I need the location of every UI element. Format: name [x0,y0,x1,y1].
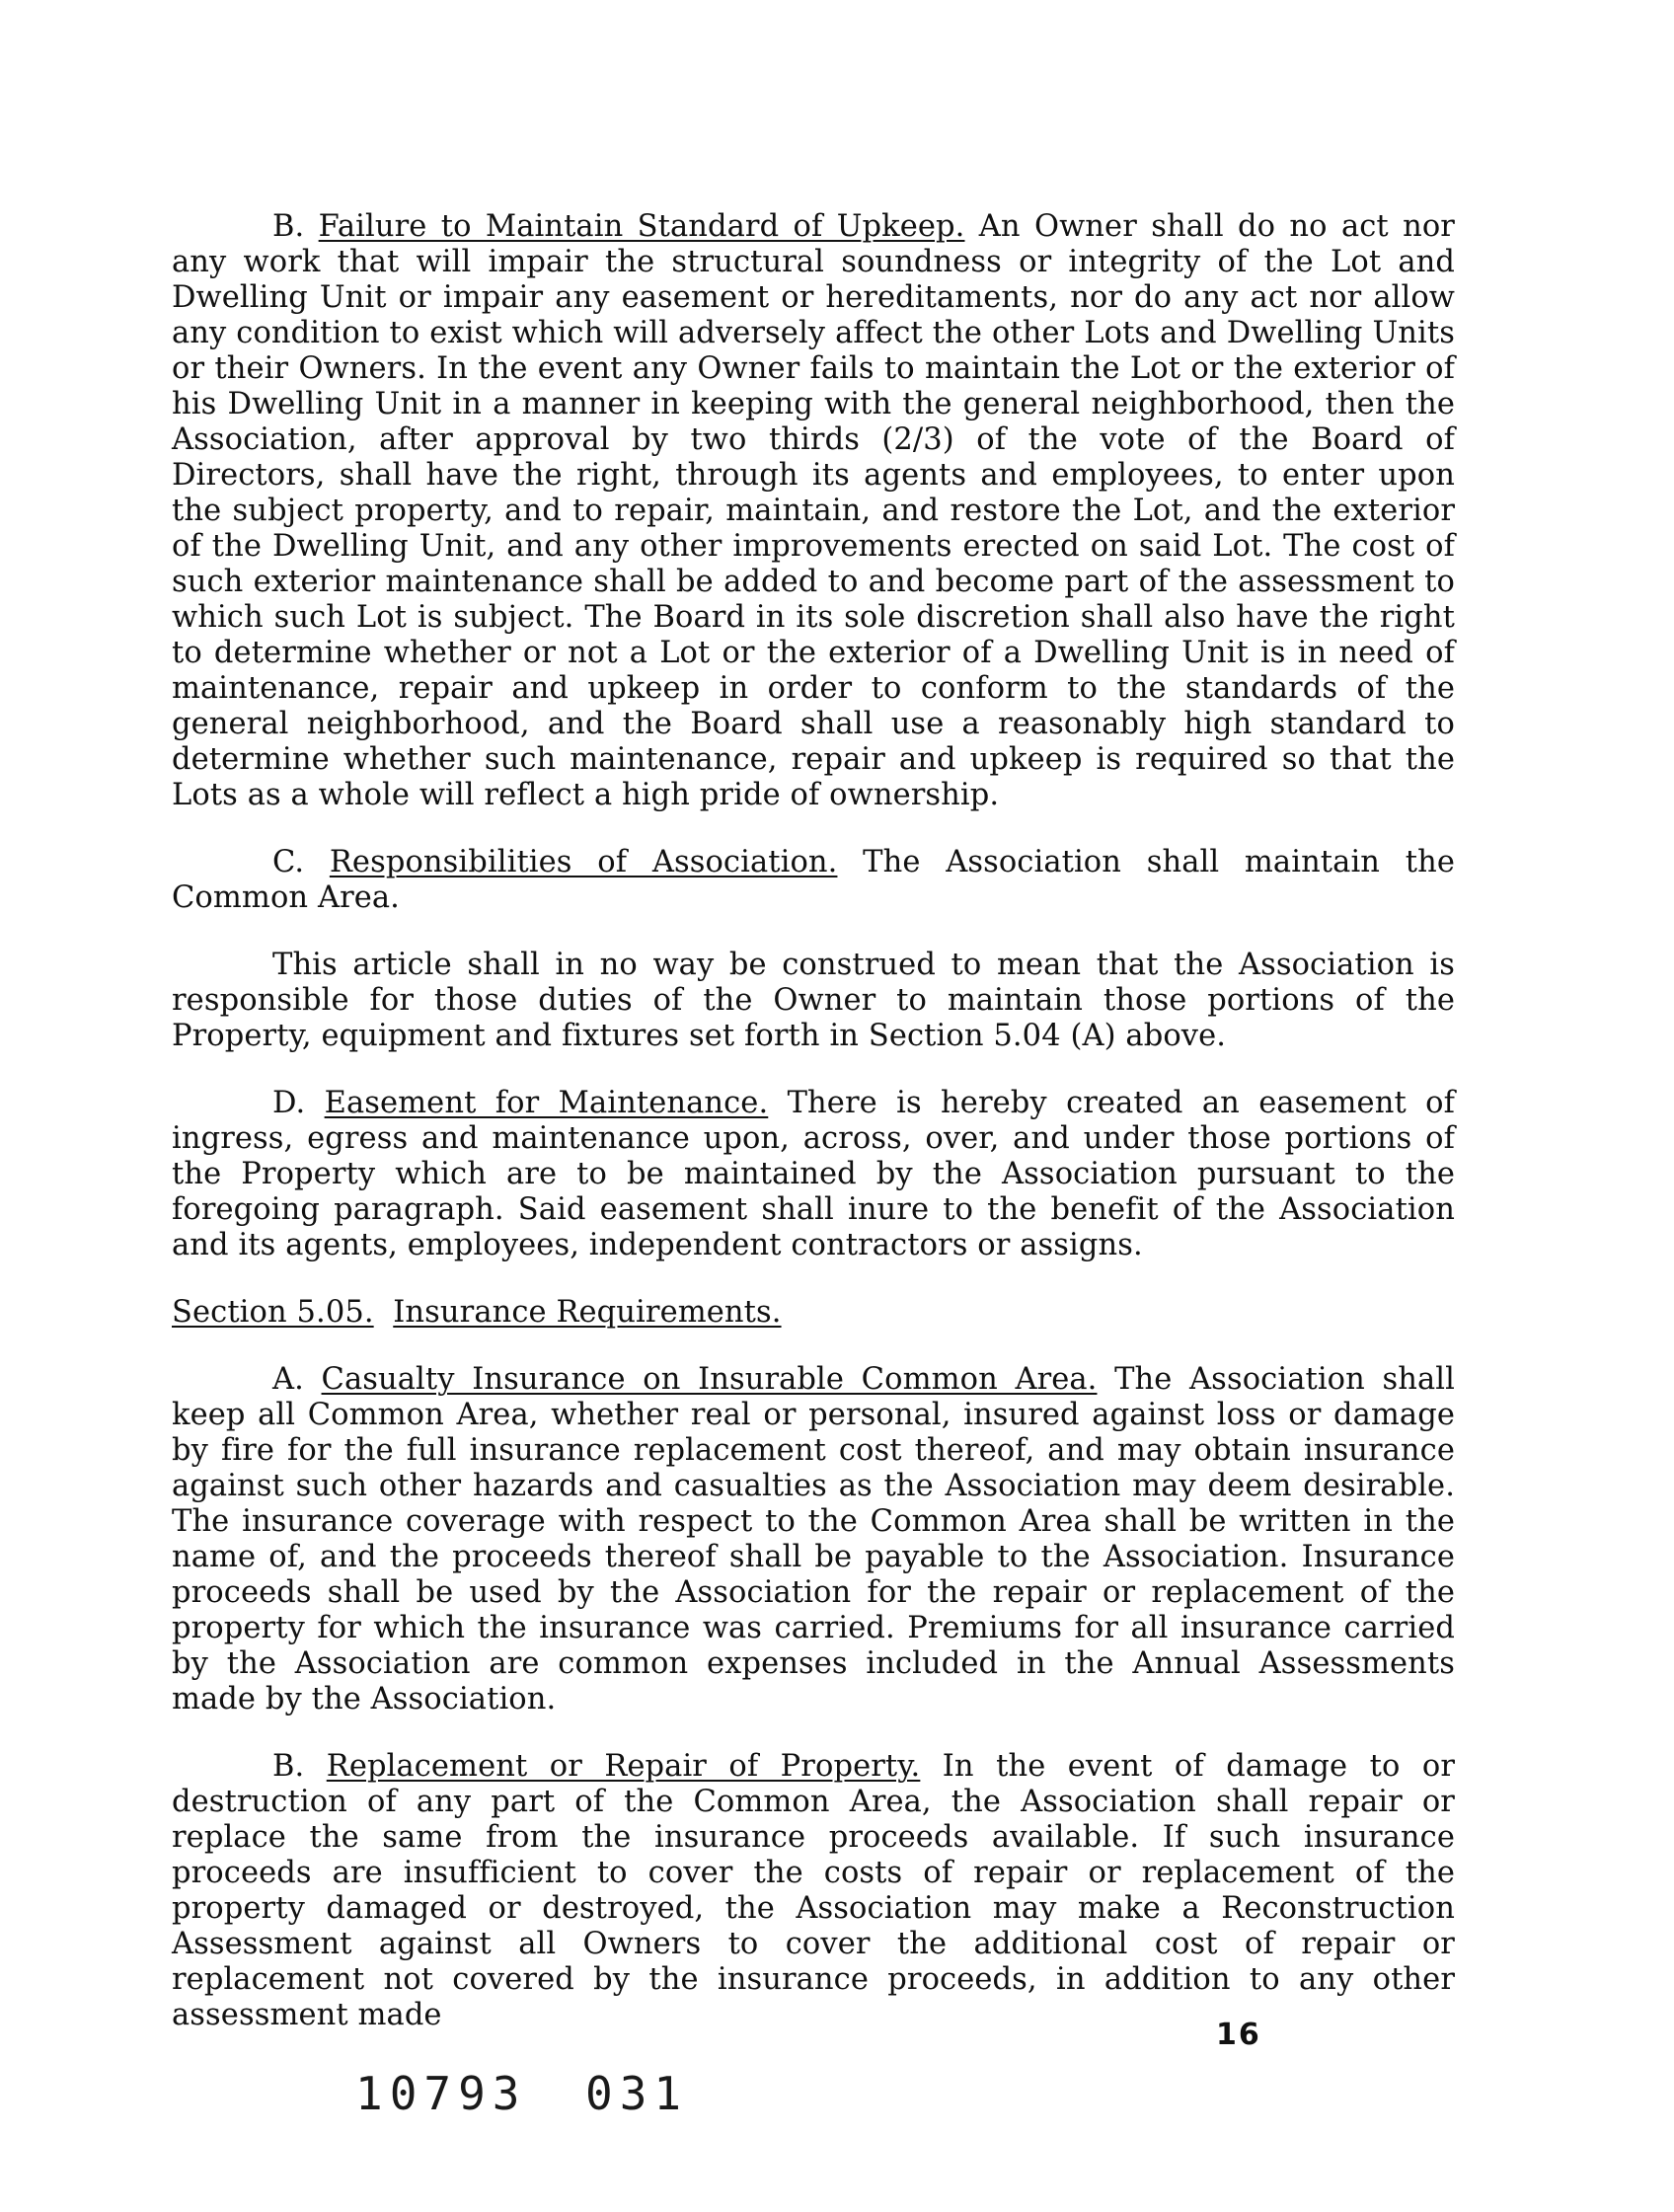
page-number: 16 [1216,2018,1261,2052]
heading-casualty-insurance: Casualty Insurance on Insurable Common Area. [321,1362,1098,1397]
recording-book-stamp: 10793 [355,2067,527,2120]
body-easement-for-maintenance: There is hereby created an easement of ingress, egress and maintenance upon, across, over, and under those portions of the Property which are to be maintained by the Association pursuant to the foregoing paragraph. Said easement shall inure to the benefit of the Association and its agents, employees, independent contractors or assigns. [172,1086,1455,1262]
paragraph-b-failure-to-maintain [172,209,1455,813]
heading-responsibilities-of-association: Responsibilities of Association. [329,845,838,879]
body-replacement-or-repair: In the event of damage to or destruction of any part of the Common Area, the Association shall repair or replace the same from the insurance proceeds available. If such insurance proceeds are insufficient to cover the costs of repair or replacement of the property damaged or destroyed, the Association may make a Reconstruction Assessment against all Owners to cover the additional cost of repair or replacement not covered by the insurance proceeds, in addition to any other assessment made [172,1749,1456,2032]
body-failure-to-maintain: An Owner shall do no act nor any work that will impair the structural soundness or integrity of the Lot and Dwelling Unit or impair any easement or hereditaments, nor do any act nor allow any condition to exist which will adversely affect the other Lots and Dwelling Units or their Owners. In the event any Owner fails to maintain the Lot or the exterior of his Dwelling Unit in a manner in keeping with the general neighborhood, then the Association, after approval by two thirds (2/3) of the vote of the Board of Directors, shall have the right, through its agents and employees, to enter upon the subject property, and to repair, maintain, and restore the Lot, and the exterior of the Dwelling Unit, and any other improvements erected on said Lot. The cost of such exterior maintenance shall be added to and become part of the assessment to which such Lot is subject. The Board in its sole discretion shall also have the right to determine whether or not a Lot or the exterior of a Dwelling Unit is in need of maintenance, repair and upkeep in order to conform to the standards of the general neighborhood, and the Board shall use a reasonably high standard to determine whether such maintenance, repair and upkeep is required so that the Lots as a whole will reflect a high pride of ownership. [172,209,1455,812]
section-heading-5-05 [172,1295,1455,1331]
item-label-c: C. [272,845,330,879]
paragraph-c-responsibilities [172,845,1455,916]
document-body [172,209,1455,2065]
recording-page-stamp: 031 [585,2067,689,2120]
heading-replacement-or-repair: Replacement or Repair of Property. [326,1749,921,1784]
heading-easement-for-maintenance: Easement for Maintenance. [324,1086,769,1120]
item-label-d: D. [272,1086,325,1120]
body-responsibilities-of-association: The Association shall maintain the Common Area. [172,845,1455,915]
heading-failure-to-maintain: Failure to Maintain Standard of Upkeep. [318,209,965,244]
item-label-a: A. [272,1362,322,1397]
section-number-5-05: Section 5.05. [172,1295,374,1330]
body-casualty-insurance: The Association shall keep all Common Area, whether real or personal, insured against loss or damage by fire for the full insurance replacement cost thereof, and may obtain insurance against such other hazards and casualties as the Association may deem desirable. The insurance coverage with respect to the Common Area shall be written in the name of, and the proceeds thereof shall be payable to the Association. Insurance proceeds shall be used by the Association for the repair or replacement of the property for which the insurance was carried. Premiums for all insurance carried by the Association are common expenses included in the Annual Assessments made by the Association. [172,1362,1455,1716]
item-label-b-replacement: B. [272,1749,327,1784]
section-title-insurance-requirements: Insurance Requirements. [393,1295,782,1330]
paragraph-d-easement [172,1086,1455,1263]
paragraph-construction-note: This article shall in no way be construed to mean that the Association is responsible for those duties of the Owner to maintain those portions of the Property, equipment and fixtures set forth in Section 5.04 (A) above. [172,948,1455,1053]
item-label-b: B. [272,209,319,244]
paragraph-b-replacement-or-repair [172,1749,1455,2033]
paragraph-a-casualty-insurance [172,1362,1455,1717]
